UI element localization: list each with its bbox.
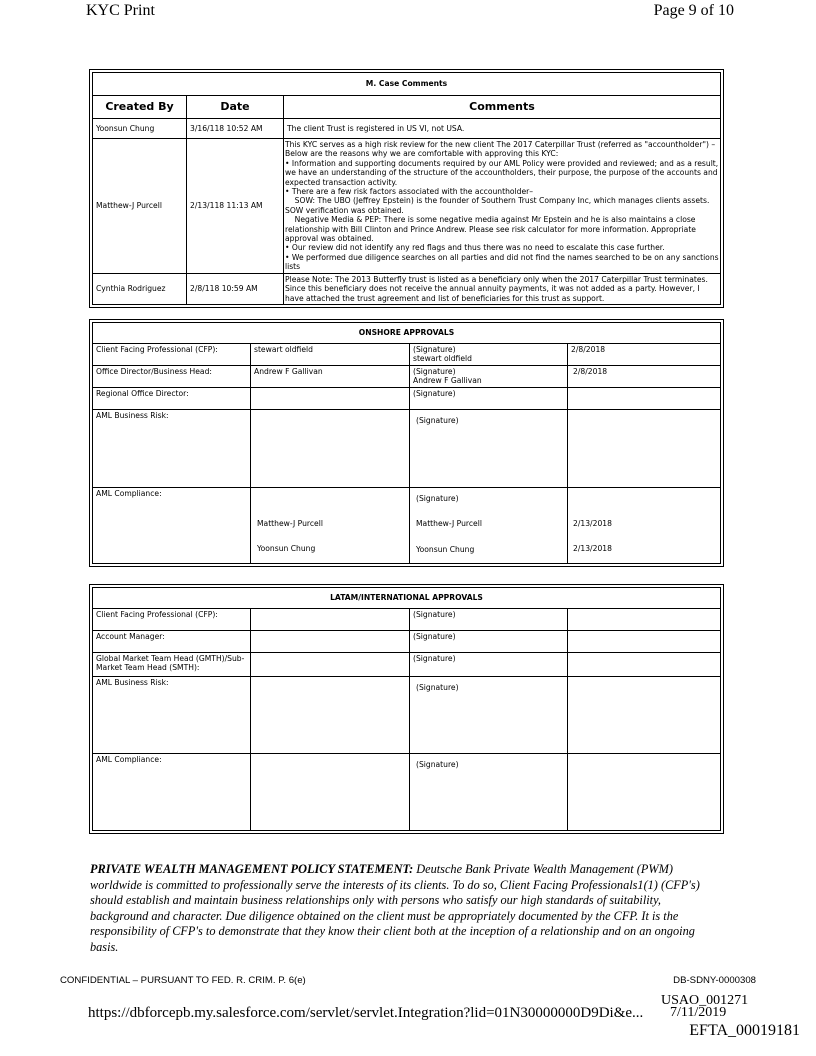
created-by-cell: Yoonsun Chung [93,119,187,139]
print-date: 7/11/2019 [670,1005,727,1020]
col-header-created-by: Created By [93,96,187,119]
latam-aml-compliance-date [568,754,721,831]
latam-cfp-name [251,609,410,631]
created-by-cell: Matthew-J Purcell [93,139,187,274]
gmth-date [568,653,721,677]
latam-aml-compliance-signature: (Signature) [410,754,568,831]
date-cell: 3/16/118 10:52 AM [187,119,284,139]
comment-cell: Please Note: The 2013 Butterfly trust is listed as a beneficiary only when the 2017 Caterpillar Trust terminates. Since this beneficiary does not receive the annual annuity payments, it was not added as a party. However, I have attached the trust agreement and list of beneficiaries for this trust as support. [284,273,721,304]
latam-aml-business-risk-label: AML Business Risk: [93,677,251,754]
latam-cfp-label: Client Facing Professional (CFP): [93,609,251,631]
latam-cfp-date [568,609,721,631]
comment-paragraph: • There are a few risk factors associated with the accountholder– [285,187,534,197]
policy-statement [90,862,722,955]
regional-director-label: Regional Office Director: [93,388,251,410]
case-comments-table [92,72,721,305]
aml-compliance-signature: (Signature) Matthew-J Purcell Yoonsun Chung [410,488,568,564]
latam-approvals-table [92,587,721,831]
col-header-date: Date [187,96,284,119]
cfp-label: Client Facing Professional (CFP): [93,344,251,366]
aml-compliance-names [251,488,410,564]
table-row [93,119,721,139]
print-title: KYC Print [86,2,155,19]
aml-business-risk-name [251,410,410,488]
account-manager-name [251,631,410,653]
regional-director-date [568,388,721,410]
created-by-cell: Cynthia Rodriguez [93,273,187,304]
aml-compliance-name-2: Yoonsun Chung [257,544,316,554]
cfp-name: stewart oldfield [251,344,410,366]
onshore-approvals-table [92,322,721,564]
table-row [93,139,721,274]
comment-paragraph: SOW: The UBO (Jeffrey Epstein) is the founder of Southern Trust Company Inc, which manages clients assets. SOW verification was obtained. [285,196,712,215]
latam-aml-compliance-label: AML Compliance: [93,754,251,831]
gmth-signature: (Signature) [410,653,568,677]
comment-cell: The client Trust is registered in US VI, not USA. [284,119,721,139]
case-comments-title: M. Case Comments [93,73,721,96]
aml-business-risk-label: AML Business Risk: [93,410,251,488]
account-manager-signature: (Signature) [410,631,568,653]
table-row [93,273,721,304]
aml-business-risk-signature: (Signature) [410,410,568,488]
office-director-name: Andrew F Gallivan [251,366,410,388]
onshore-approvals-section [89,319,724,567]
onshore-approvals-title: ONSHORE APPROVALS [93,323,721,344]
aml-compliance-dates: 2/13/2018 2/13/2018 [568,488,721,564]
office-director-label: Office Director/Business Head: [93,366,251,388]
latam-cfp-signature: (Signature) [410,609,568,631]
latam-aml-business-risk-name [251,677,410,754]
comment-paragraph: • Our review did not identify any red flags and thus there was no need to escalate this case further. [285,243,665,253]
aml-compliance-label: AML Compliance: [93,488,251,564]
bates-number: DB-SDNY-0000308 [673,975,756,986]
policy-heading: PRIVATE WEALTH MANAGEMENT POLICY STATEMENT: [90,862,414,876]
source-url: https://dbforcepb.my.salesforce.com/servlet/servlet.Integration?lid=01N30000000D9Di&e... [88,1005,644,1021]
gmth-name [251,653,410,677]
cfp-date: 2/8/2018 [568,344,721,366]
date-cell: 2/13/118 11:13 AM [187,139,284,274]
regional-director-signature: (Signature) [410,388,568,410]
latam-approvals-section [89,584,724,834]
case-comments-section [89,69,724,308]
confidential-notice: CONFIDENTIAL – PURSUANT TO FED. R. CRIM. P. 6(e) [60,975,306,986]
gmth-label: Global Market Team Head (GMTH)/Sub-Market Team Head (SMTH): [93,653,251,677]
aml-business-risk-date [568,410,721,488]
col-header-comments: Comments [284,96,721,119]
page-number: Page 9 of 10 [653,2,734,19]
latam-aml-business-risk-signature: (Signature) [410,677,568,754]
latam-aml-business-risk-date [568,677,721,754]
efta-number: EFTA_00019181 [689,1022,800,1039]
usao-number: USAO_001271 [661,993,749,1008]
latam-approvals-title: LATAM/INTERNATIONAL APPROVALS [93,588,721,609]
office-director-signature: (Signature) Andrew F Gallivan [410,366,568,388]
comment-paragraph: • Information and supporting documents required by our AML Policy were provided and reviewed; and as a result, we have an understanding of the structure of the accountholders, their purpose, the purpose of the accounts and expected transaction activity. [285,158,719,187]
account-manager-date [568,631,721,653]
policy-body: Deutsche Bank Private Wealth Management (PWM) worldwide is committed to professionally serve the interests of its clients. To do so, Client Facing Professionals1(1) (CFP's) should establish and maintain business relationships only with persons who satisfy our high standards of suitability, background and character. Due diligence obtained on the client must be appropriately documented by the CFP. It is the responsibility of CFP's to demonstrate that they know their client both at the inception of a relationship and on an ongoing basis. [90,862,700,954]
latam-aml-compliance-name [251,754,410,831]
account-manager-label: Account Manager: [93,631,251,653]
office-director-date: 2/8/2018 [568,366,721,388]
date-cell: 2/8/118 10:59 AM [187,273,284,304]
comment-paragraph: • We performed due diligence searches on all parties and did not find the names searched to be on any sanctions lists [285,252,719,272]
regional-director-name [251,388,410,410]
cfp-signature: (Signature) stewart oldfield [410,344,568,366]
comment-paragraph: This KYC serves as a high risk review for the new client The 2017 Caterpillar Trust (referred as "accountholder") – Below are the reasons why we are comfortable with approving this KYC: [285,140,716,159]
aml-compliance-name-1: Matthew-J Purcell [257,519,323,528]
comment-cell [284,139,721,274]
comment-paragraph: Negative Media & PEP: There is some negative media against Mr Epstein and he is also maintains a close relationship with Bill Clinton and Prince Andrew. Please see risk calculator for more information. Appropriate approval was obtained. [285,215,699,244]
